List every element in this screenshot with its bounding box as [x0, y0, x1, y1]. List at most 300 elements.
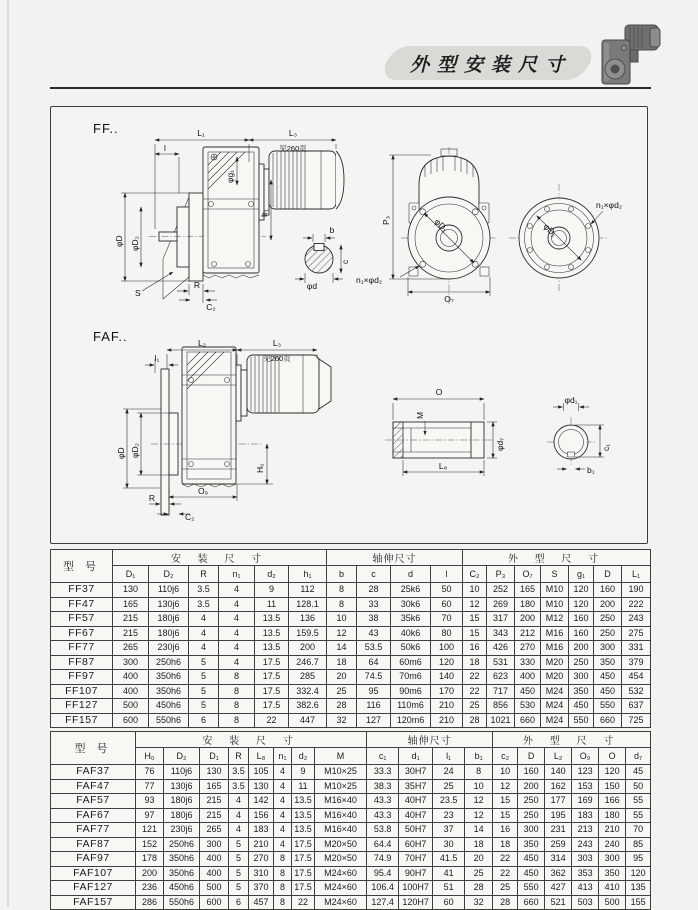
dim-cell: 20	[327, 670, 357, 685]
table-row	[51, 794, 651, 809]
table-row	[51, 699, 651, 714]
dim-cell: 60	[433, 895, 465, 910]
dim-cell: 11	[255, 597, 289, 612]
model-cell: FAF67	[51, 808, 136, 823]
dim-cell: 140	[545, 765, 572, 780]
drawing-panel	[50, 106, 648, 544]
dim-cell: 16	[493, 823, 518, 838]
dim-cell: 120	[431, 655, 463, 670]
table-row	[51, 670, 651, 685]
faf-dim-L2-label: L₂	[197, 338, 207, 348]
model-cell: FF157	[51, 713, 113, 728]
ff-dim-h1-label: h₁	[259, 209, 269, 217]
dim-cell: 4	[229, 794, 249, 809]
dim-cell: 120m6	[391, 713, 431, 728]
model-cell: FAF107	[51, 866, 136, 881]
model-cell: FF37	[51, 583, 113, 598]
dim-cell: M10×25	[315, 779, 367, 794]
dim-cell: 246.7	[289, 655, 327, 670]
dim-cell: 130j6	[164, 779, 200, 794]
dim-cell: 13.5	[255, 612, 289, 627]
dim-cell: 120H7	[399, 895, 433, 910]
dim-cell: 4	[274, 823, 292, 838]
dim-cell: 660	[518, 895, 545, 910]
dim-cell: 33.3	[367, 765, 399, 780]
dim-cell: 180j6	[149, 612, 189, 627]
dim-cell: 120	[626, 866, 651, 881]
dim-cell: 382.6	[289, 699, 327, 714]
dim-cell: 105	[249, 765, 274, 780]
dim-cell: 32	[327, 713, 357, 728]
dim-cell: 303	[572, 852, 599, 867]
model-cell: FF87	[51, 655, 113, 670]
dim-cell: 8	[219, 713, 255, 728]
dim-cell: 213	[572, 823, 599, 838]
dim-cell: 15	[463, 612, 487, 627]
dim-cell: 4	[219, 626, 255, 641]
ff-dim-phi-D1-label: φD₁	[432, 216, 450, 234]
dim-cell: 110j6	[164, 765, 200, 780]
dim-cell: 60m6	[391, 655, 431, 670]
faf-dim-phi-D-label: φD	[116, 447, 126, 459]
col-header: S	[541, 566, 569, 583]
faf-dim-M-label: M	[415, 411, 425, 419]
dim-cell: 178	[136, 852, 164, 867]
dim-cell: 43.3	[367, 808, 399, 823]
dim-cell: 350h6	[149, 684, 189, 699]
model-cell: FF107	[51, 684, 113, 699]
dim-cell: 3.5	[229, 765, 249, 780]
dim-cell: 275	[622, 626, 651, 641]
dim-cell: 1021	[487, 713, 515, 728]
dim-cell: 85	[626, 837, 651, 852]
group-header-shaft: 轴伸尺寸	[367, 732, 493, 748]
dim-cell: 22	[493, 852, 518, 867]
dim-cell: 60	[431, 597, 463, 612]
faf-dim-l1-label: l₁	[154, 353, 160, 363]
dim-cell: 200	[569, 641, 594, 656]
dim-cell: 64	[357, 655, 391, 670]
dim-cell: 64.4	[367, 837, 399, 852]
ff-dim-C2-label: C₂	[206, 302, 216, 312]
dim-cell: 5	[189, 684, 219, 699]
dim-cell: 230j6	[149, 641, 189, 656]
dim-cell: 300	[594, 641, 622, 656]
dim-cell: 28	[463, 713, 487, 728]
dim-cell: 500	[113, 699, 149, 714]
dim-cell: 50	[431, 583, 463, 598]
faf-dimensions-table	[50, 731, 651, 910]
faf-dim-c1-label: c₁	[601, 443, 611, 451]
dim-cell: 427	[545, 881, 572, 896]
dim-cell: 200	[515, 612, 541, 627]
model-cell: FF77	[51, 641, 113, 656]
dim-cell: 314	[545, 852, 572, 867]
dim-cell: 43.3	[367, 794, 399, 809]
col-header: P₃	[487, 566, 515, 583]
dim-cell: 215	[113, 612, 149, 627]
dim-cell: 160	[569, 612, 594, 627]
dim-cell: 8	[274, 866, 292, 881]
dim-cell: 350	[518, 837, 545, 852]
table-row	[51, 597, 651, 612]
dim-cell: 400	[200, 866, 229, 881]
dim-cell: 95	[357, 684, 391, 699]
dim-cell: 53.8	[367, 823, 399, 838]
model-column-header: 型 号	[51, 550, 113, 583]
dim-cell: 140	[431, 670, 463, 685]
dim-cell: 454	[622, 670, 651, 685]
ff-see-page-note: 见260页	[279, 144, 307, 153]
col-header: D	[518, 748, 545, 765]
dim-cell: 180j6	[149, 626, 189, 641]
table-row	[51, 866, 651, 881]
header-rule	[50, 87, 651, 89]
dim-cell: 90H7	[399, 866, 433, 881]
dim-cell: 22	[463, 670, 487, 685]
dim-cell: 25	[463, 699, 487, 714]
dim-cell: 200	[594, 597, 622, 612]
dim-cell: 4	[229, 823, 249, 838]
column-header-row	[51, 566, 651, 583]
faf-dim-L8-label: L₈	[438, 461, 448, 471]
dim-cell: 4	[219, 641, 255, 656]
dim-cell: 37	[433, 823, 465, 838]
dim-cell: 5	[229, 881, 249, 896]
dim-cell: 200	[518, 779, 545, 794]
dim-cell: 11	[292, 779, 315, 794]
table-row	[51, 881, 651, 896]
ff-dim-L3-label: L₃	[288, 128, 298, 138]
col-header: O₉	[572, 748, 599, 765]
dim-cell: M20	[541, 655, 569, 670]
dim-cell: M16	[541, 626, 569, 641]
dim-cell: 330	[515, 655, 541, 670]
dim-cell: M20×50	[315, 837, 367, 852]
dim-cell: 18	[463, 655, 487, 670]
dim-cell: 97	[136, 808, 164, 823]
dim-cell: 8	[219, 684, 255, 699]
dim-cell: 15	[463, 626, 487, 641]
dim-cell: 450	[569, 699, 594, 714]
dim-cell: 310	[249, 866, 274, 881]
ff-front-view	[356, 147, 497, 305]
dim-cell: 142	[249, 794, 274, 809]
dim-cell: 210	[599, 823, 626, 838]
dim-cell: M24×60	[315, 866, 367, 881]
dim-cell: 77	[136, 779, 164, 794]
dim-cell: 17.5	[292, 852, 315, 867]
faf-dim-phi-d1-label: φd₁	[564, 395, 578, 405]
table-row	[51, 808, 651, 823]
dim-cell: 9	[292, 765, 315, 780]
dim-cell: 33	[357, 597, 391, 612]
dim-cell: 74.5	[357, 670, 391, 685]
col-header: d	[391, 566, 431, 583]
dim-cell: 270	[249, 852, 274, 867]
column-header-row	[51, 748, 651, 765]
dim-cell: 457	[249, 895, 274, 910]
dim-cell: 159.5	[289, 626, 327, 641]
dim-cell: 400	[200, 852, 229, 867]
dim-cell: 212	[515, 626, 541, 641]
dim-cell: 38	[357, 612, 391, 627]
col-header: b	[327, 566, 357, 583]
dim-cell: 400	[113, 684, 149, 699]
dim-cell: 121	[136, 823, 164, 838]
dim-cell: 10	[327, 612, 357, 627]
dim-cell: 210	[249, 837, 274, 852]
dim-cell: M20×50	[315, 852, 367, 867]
dim-cell: 8	[219, 699, 255, 714]
dim-cell: 200	[289, 641, 327, 656]
dim-cell: 40H7	[399, 794, 433, 809]
dim-cell: 243	[622, 612, 651, 627]
page-title: 外型安装尺寸	[409, 54, 572, 76]
dim-cell: 160	[569, 626, 594, 641]
dim-cell: 25k6	[391, 583, 431, 598]
ff-dim-phi-g1-label: φg₁	[225, 169, 235, 183]
dim-cell: 130	[200, 765, 229, 780]
dim-cell: 41.5	[433, 852, 465, 867]
dim-cell: 3.5	[189, 583, 219, 598]
dim-cell: 13.5	[292, 794, 315, 809]
table-row	[51, 612, 651, 627]
dim-cell: 17.5	[292, 881, 315, 896]
dim-cell: 623	[487, 670, 515, 685]
dim-cell: 379	[622, 655, 651, 670]
dim-cell: 500	[200, 881, 229, 896]
gearmotor-illustration	[602, 25, 660, 84]
col-header: H₀	[136, 748, 164, 765]
dim-cell: 22	[292, 895, 315, 910]
dim-cell: 70	[431, 612, 463, 627]
dim-cell: 250	[518, 808, 545, 823]
dim-cell: 150	[599, 779, 626, 794]
dim-cell: 5	[189, 699, 219, 714]
dim-cell: 637	[622, 699, 651, 714]
dim-cell: 169	[572, 794, 599, 809]
dim-cell: 4	[189, 626, 219, 641]
dim-cell: 8	[219, 670, 255, 685]
dim-cell: 25	[327, 684, 357, 699]
dim-cell: 450h6	[164, 881, 200, 896]
dim-cell: 362	[545, 866, 572, 881]
dim-cell: 8	[327, 583, 357, 598]
ff-flange-view	[509, 184, 622, 292]
model-cell: FAF157	[51, 895, 136, 910]
dim-cell: 17.5	[255, 655, 289, 670]
dim-cell: 215	[113, 626, 149, 641]
dim-cell: 8	[327, 597, 357, 612]
dim-cell: 13.5	[292, 808, 315, 823]
faf-dim-O-label: O	[435, 387, 443, 397]
dim-cell: M16×40	[315, 808, 367, 823]
dim-cell: 110j6	[149, 583, 189, 598]
dim-cell: M24	[541, 684, 569, 699]
dim-cell: 112	[289, 583, 327, 598]
dim-cell: 300	[518, 823, 545, 838]
table-row	[51, 895, 651, 910]
dim-cell: 200	[136, 866, 164, 881]
dim-cell: 116	[357, 699, 391, 714]
dim-cell: 160	[594, 583, 622, 598]
dim-cell: 5	[229, 866, 249, 881]
dim-cell: 20	[465, 852, 493, 867]
dim-cell: 4	[274, 765, 292, 780]
col-header: n₁	[219, 566, 255, 583]
dim-cell: 550	[569, 713, 594, 728]
dim-cell: 156	[249, 808, 274, 823]
dim-cell: 252	[487, 583, 515, 598]
dim-cell: 10	[463, 583, 487, 598]
dim-cell: 350h6	[149, 670, 189, 685]
dim-cell: 14	[327, 641, 357, 656]
table-row	[51, 852, 651, 867]
table-row	[51, 583, 651, 598]
dim-cell: 35H7	[399, 779, 433, 794]
dim-cell: 410	[599, 881, 626, 896]
dim-cell: 18	[493, 837, 518, 852]
dim-cell: 180	[515, 597, 541, 612]
dim-cell: 250h6	[149, 655, 189, 670]
dim-cell: 400	[113, 670, 149, 685]
col-header: O	[599, 748, 626, 765]
col-header: d₂	[292, 748, 315, 765]
faf-dim-R-label: R	[148, 493, 156, 503]
dim-cell: 8	[274, 881, 292, 896]
group-header-install: 安 装 尺 寸	[113, 550, 327, 566]
dim-cell: 531	[487, 655, 515, 670]
dim-cell: 521	[545, 895, 572, 910]
dim-cell: 300	[599, 852, 626, 867]
dim-cell: 215	[200, 808, 229, 823]
dim-cell: 240	[599, 837, 626, 852]
dim-cell: 51	[433, 881, 465, 896]
dim-cell: 166	[599, 794, 626, 809]
table-row	[51, 823, 651, 838]
table-row	[51, 684, 651, 699]
dim-cell: M24	[541, 713, 569, 728]
dim-cell: 370	[249, 881, 274, 896]
faf-dim-C2-label: C₂	[185, 512, 195, 522]
model-cell: FAF77	[51, 823, 136, 838]
ff-drawing	[93, 121, 622, 312]
dim-cell: 243	[572, 837, 599, 852]
dim-cell: 30H7	[399, 765, 433, 780]
dim-cell: M12	[541, 612, 569, 627]
dim-cell: 180	[599, 808, 626, 823]
dim-cell: 230j6	[164, 823, 200, 838]
dim-cell: 4	[219, 597, 255, 612]
dim-cell: 450	[518, 852, 545, 867]
col-header: D₁	[200, 748, 229, 765]
dim-cell: 152	[136, 837, 164, 852]
dimension-drawings	[51, 107, 646, 542]
dim-cell: 25	[433, 779, 465, 794]
ff-dim-R-label: R	[193, 280, 201, 290]
dim-cell: 400	[515, 670, 541, 685]
dim-cell: 350h6	[164, 852, 200, 867]
dim-cell: 210	[431, 699, 463, 714]
dim-cell: 10	[493, 765, 518, 780]
dim-cell: 123	[572, 765, 599, 780]
dim-cell: 55	[626, 794, 651, 809]
dim-cell: 183	[249, 823, 274, 838]
ff-dim-P3-label: P₃	[381, 215, 391, 225]
group-header-outline: 外 型 尺 寸	[493, 732, 651, 748]
col-header: D₂	[149, 566, 189, 583]
table-row	[51, 837, 651, 852]
page-title-badge	[386, 46, 590, 80]
model-cell: FAF87	[51, 837, 136, 852]
model-cell: FF67	[51, 626, 113, 641]
dim-cell: 76	[136, 765, 164, 780]
model-column-header: 型 号	[51, 732, 136, 765]
model-cell: FAF127	[51, 881, 136, 896]
group-header-outline: 外 型 尺 寸	[463, 550, 651, 566]
dim-cell: 165	[200, 779, 229, 794]
table-row	[51, 655, 651, 670]
faf-drawing	[93, 329, 611, 522]
group-header-install: 安 装 尺 寸	[136, 732, 367, 748]
model-cell: FF57	[51, 612, 113, 627]
dim-cell: 265	[200, 823, 229, 838]
ff-dim-n1-phi-d2-label: n₁×φd₂	[356, 275, 383, 285]
dim-cell: 660	[515, 713, 541, 728]
dim-cell: 18	[465, 837, 493, 852]
dim-cell: 28	[493, 895, 518, 910]
dim-cell: 413	[572, 881, 599, 896]
dim-cell: 13.5	[255, 626, 289, 641]
dim-cell: 300	[113, 655, 149, 670]
ff-shaft-section	[295, 225, 350, 291]
dim-cell: M24×60	[315, 881, 367, 896]
dim-cell: 210	[431, 713, 463, 728]
dim-cell: 120	[569, 597, 594, 612]
dim-cell: 250	[594, 626, 622, 641]
model-cell: FAF97	[51, 852, 136, 867]
dim-cell: 12	[463, 597, 487, 612]
dim-cell: 25	[465, 866, 493, 881]
ff-dim-phi-D2-label: φD₂	[130, 236, 140, 251]
model-cell: FF127	[51, 699, 113, 714]
dim-cell: 17.5	[292, 866, 315, 881]
dim-cell: 127.4	[367, 895, 399, 910]
faf-bore-section	[547, 395, 611, 475]
col-header: d₂	[255, 566, 289, 583]
dim-cell: 38.3	[367, 779, 399, 794]
dim-cell: 23	[433, 808, 465, 823]
dim-cell: 503	[572, 895, 599, 910]
dim-cell: 259	[545, 837, 572, 852]
dim-cell: 4	[219, 655, 255, 670]
dim-cell: 332.4	[289, 684, 327, 699]
model-cell: FAF47	[51, 779, 136, 794]
dim-cell: 4	[274, 794, 292, 809]
dim-cell: 22	[463, 684, 487, 699]
dim-cell: 180j6	[164, 794, 200, 809]
dim-cell: 110m6	[391, 699, 431, 714]
dim-cell: 17.5	[255, 670, 289, 685]
dim-cell: 270	[515, 641, 541, 656]
model-cell: FAF37	[51, 765, 136, 780]
dim-cell: 4	[229, 808, 249, 823]
dim-cell: 4	[274, 779, 292, 794]
dim-cell: 3.5	[229, 779, 249, 794]
model-cell: FF47	[51, 597, 113, 612]
dim-cell: 23.5	[433, 794, 465, 809]
